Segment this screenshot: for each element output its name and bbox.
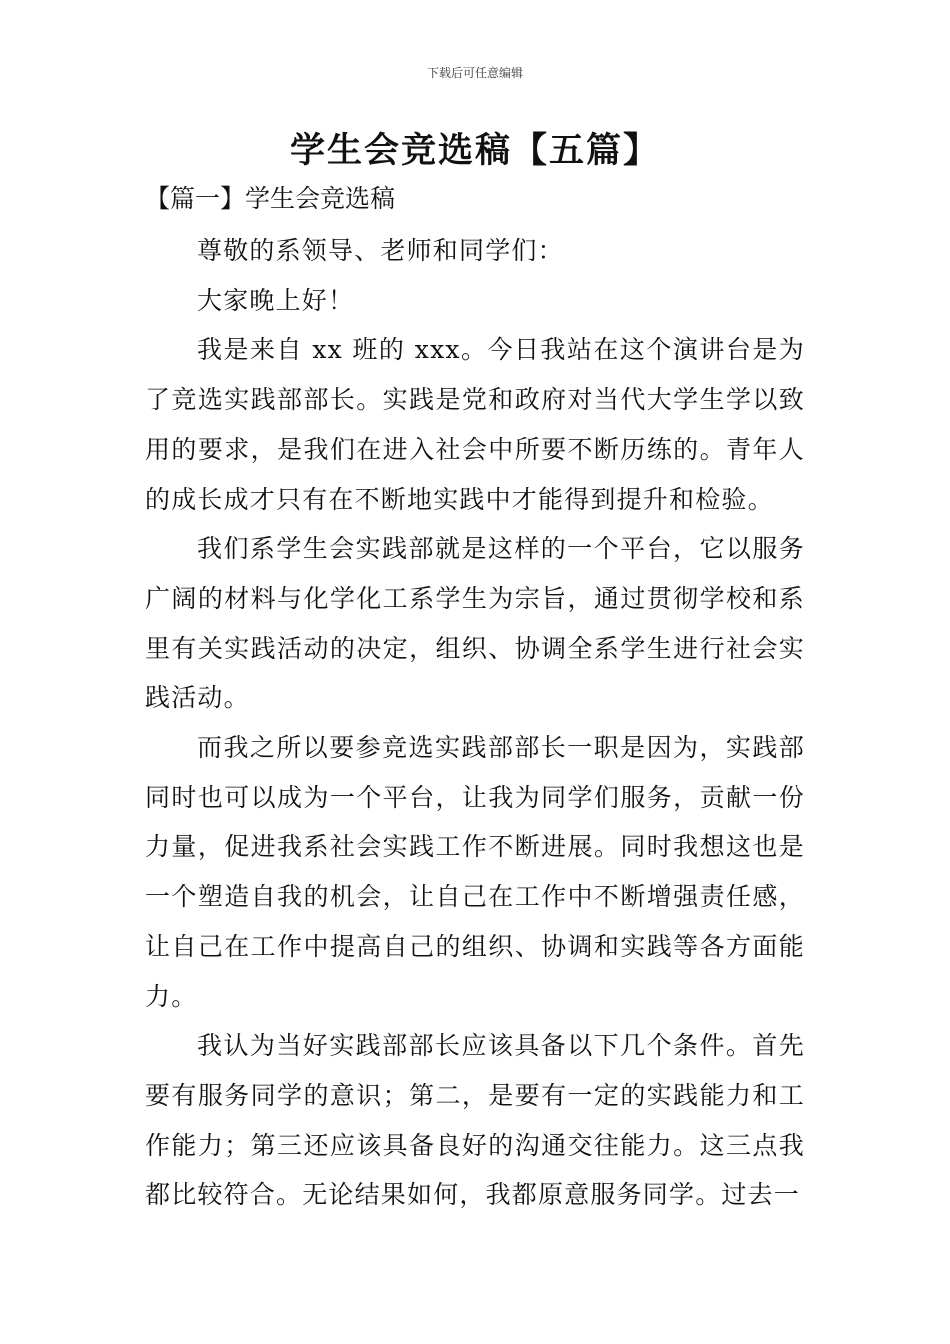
page-header-note: 下载后可任意编辑 [426,66,523,80]
paragraph-greeting: 大家晚上好！ [197,285,355,315]
paragraph-qualifications: 我认为当好实践部部长应该具备以下几个条件。首先要有服务同学的意识；第二，是要有一定的实践能力和工作能力；第三还应该具备良好的沟通交往能力。这三点我都比较符合。无论结果如何，我都原意服务同学。过去一 [145,1031,805,1210]
section-heading: 【篇一】学生会竞选稿 [145,184,396,213]
paragraph-introduction: 我是来自 xx 班的 xxx。今日我站在这个演讲台是为了竞选实践部部长。实践是党和政府对当代大学生学以致用的要求，是我们在进入社会中所要不断历练的。青年人的成长成才只有在不断地实践中才能得到提升和检验。 [145,335,805,514]
paragraph-salutation: 尊敬的系领导、老师和同学们： [197,236,564,265]
paragraph-department-description: 我们系学生会实践部就是这样的一个平台，它以服务广阔的材料与化学化工系学生为宗旨，通过贯彻学校和系里有关实践活动的决定，组织、协调全系学生进行社会实践活动。 [145,534,805,713]
document-body [145,226,805,1220]
document-title: 学生会竞选稿【五篇】 [289,131,660,171]
paragraph-motivation: 而我之所以要参竞选实践部部长一职是因为，实践部同时也可以成为一个平台，让我为同学们服务，贡献一份力量，促进我系社会实践工作不断进展。同时我想这也是一个塑造自我的机会，让自己在工作中不断增强责任感，让自己在工作中提高自己的组织、协调和实践等各方面能力。 [145,733,805,1011]
